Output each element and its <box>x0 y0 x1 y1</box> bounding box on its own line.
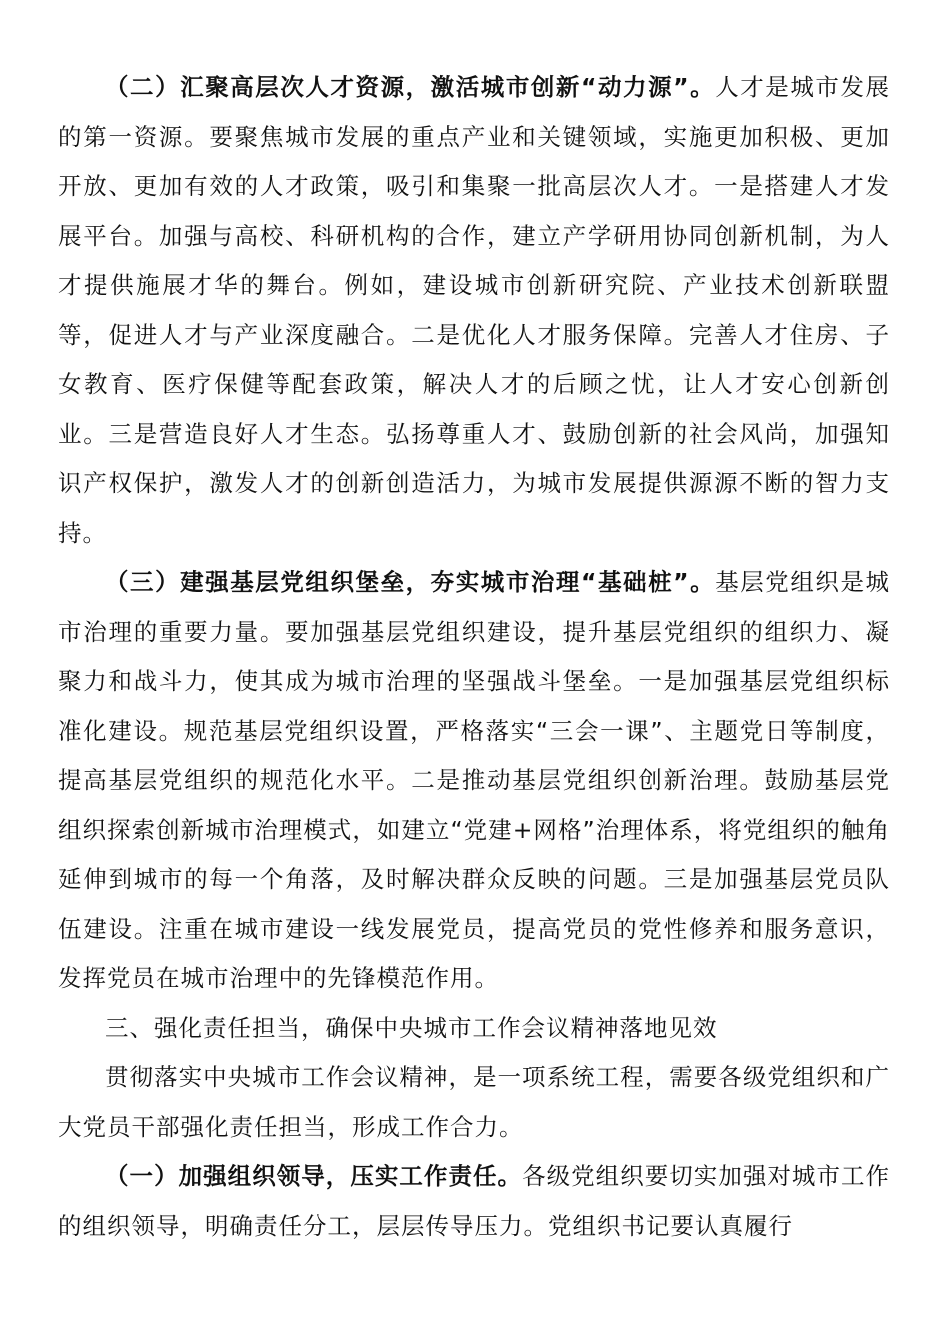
paragraph-text: 各级党组织要切实加强对城市工作的组织领导，明确责任分工，层层传导压力。党组织书记要认真履行 <box>58 1162 891 1240</box>
paragraph-heading: （二）汇聚高层次人才资源，激活城市创新“动力源”。 <box>105 73 716 101</box>
paragraph-talent-resources <box>58 63 890 558</box>
paragraph-grassroots-party <box>58 558 890 1004</box>
paragraph-text: 人才是城市发展的第一资源。要聚焦城市发展的重点产业和关键领域，实施更加积极、更加开放、更加有效的人才政策，吸引和集聚一批高层次人才。一是搭建人才发展平台。加强与高校、科研机构的合作，建立产学研用协同创新机制，为人才提供施展才华的舞台。例如，建设城市创新研究院、产业技术创新联盟等，促进人才与产业深度融合。二是优化人才服务保障。完善人才住房、子女教育、医疗保健等配套政策，解决人才的后顾之忧，让人才安心创新创业。三是营造良好人才生态。弘扬尊重人才、鼓励创新的社会风尚，加强知识产权保护，激发人才的创新创造活力，为城市发展提供源源不断的智力支持。 <box>58 73 890 547</box>
paragraph-heading: （一）加强组织领导，压实工作责任。 <box>105 1162 523 1190</box>
section-heading-text: 三、强化责任担当，确保中央城市工作会议精神落地见效 <box>105 1013 718 1042</box>
document-body <box>58 63 890 1251</box>
paragraph-heading: （三）建强基层党组织堡垒，夯实城市治理“基础桩”。 <box>105 568 716 596</box>
paragraph-text: 贯彻落实中央城市工作会议精神，是一项系统工程，需要各级党组织和广大党员干部强化责任担当，形成工作合力。 <box>58 1063 890 1141</box>
paragraph-implementation <box>58 1053 890 1152</box>
paragraph-organizational-leadership <box>58 1152 890 1251</box>
section-heading-responsibility <box>58 1004 890 1054</box>
paragraph-text: 基层党组织是城市治理的重要力量。要加强基层党组织建设，提升基层党组织的组织力、凝聚力和战斗力，使其成为城市治理的坚强战斗堡垒。一是加强基层党组织标准化建设。规范基层党组织设置，严格落实“三会一课”、主题党日等制度，提高基层党组织的规范化水平。二是推动基层党组织创新治理。鼓励基层党组织探索创新城市治理模式，如建立“党建+网格”治理体系，将党组织的触角延伸到城市的每一个角落，及时解决群众反映的问题。三是加强基层党员队伍建设。注重在城市建设一线发展党员，提高党员的党性修养和服务意识，发挥党员在城市治理中的先锋模范作用。 <box>58 568 890 992</box>
